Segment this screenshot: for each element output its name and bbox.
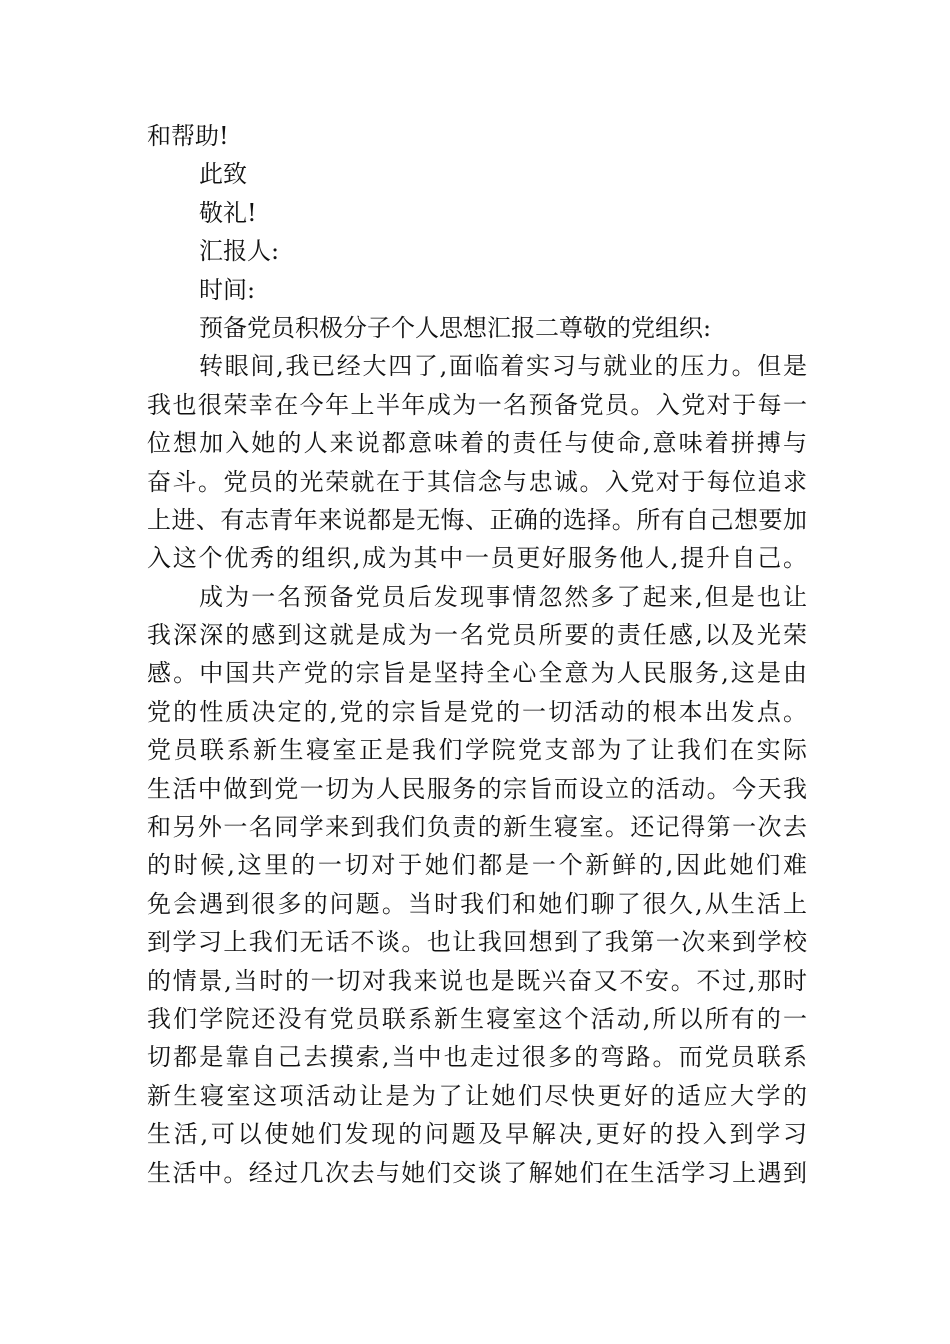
text-line: 的情景,当时的一切对我来说也是既兴奋又不安。不过,那时: [147, 966, 807, 995]
text-line: 我深深的感到这就是成为一名党员所要的责任感,以及光荣: [147, 621, 807, 650]
text-line: 转眼间,我已经大四了,面临着实习与就业的压力。但是: [199, 352, 807, 381]
text-line: 上进、有志青年来说都是无悔、正确的选择。所有自己想要加: [147, 505, 807, 534]
text-line: 到学习上我们无话不谈。也让我回想到了我第一次来到学校: [147, 928, 807, 957]
text-line: 生活中。经过几次去与她们交谈了解她们在生活学习上遇到: [147, 1158, 807, 1187]
text-line: 感。中国共产党的宗旨是坚持全心全意为人民服务,这是由: [147, 659, 807, 688]
text-line: 切都是靠自己去摸索,当中也走过很多的弯路。而党员联系: [147, 1043, 807, 1072]
text-line: 成为一名预备党员后发现事情忽然多了起来,但是也让: [199, 582, 807, 611]
text-line: 生活,可以使她们发现的问题及早解决,更好的投入到学习: [147, 1120, 807, 1149]
text-line: 我也很荣幸在今年上半年成为一名预备党员。入党对于每一: [147, 390, 807, 419]
text-line: 汇报人:: [199, 237, 280, 266]
text-line: 入这个优秀的组织,成为其中一员更好服务他人,提升自己。: [147, 544, 807, 573]
text-line: 位想加入她的人来说都意味着的责任与使命,意味着拼搏与: [147, 429, 807, 458]
text-line: 敬礼!: [199, 198, 257, 227]
text-line: 预备党员积极分子个人思想汇报二尊敬的党组织:: [199, 313, 712, 342]
text-line: 新生寝室这项活动让是为了让她们尽快更好的适应大学的: [147, 1081, 807, 1110]
document-body: [147, 117, 807, 1192]
text-line: 我们学院还没有党员联系新生寝室这个活动,所以所有的一: [147, 1004, 807, 1033]
text-line: 和另外一名同学来到我们负责的新生寝室。还记得第一次去: [147, 813, 807, 842]
text-line: 生活中做到党一切为人民服务的宗旨而设立的活动。今天我: [147, 774, 807, 803]
text-line: 和帮助!: [147, 122, 229, 150]
text-line: 党的性质决定的,党的宗旨是党的一切活动的根本出发点。: [147, 697, 807, 726]
text-line: 免会遇到很多的问题。当时我们和她们聊了很久,从生活上: [147, 889, 807, 918]
text-line: 此致: [199, 160, 247, 189]
text-line: 奋斗。党员的光荣就在于其信念与忠诚。入党对于每位追求: [147, 467, 807, 496]
text-line: 的时候,这里的一切对于她们都是一个新鲜的,因此她们难: [147, 851, 807, 880]
text-line: 时间:: [199, 275, 256, 304]
text-line: 党员联系新生寝室正是我们学院党支部为了让我们在实际: [147, 736, 807, 765]
